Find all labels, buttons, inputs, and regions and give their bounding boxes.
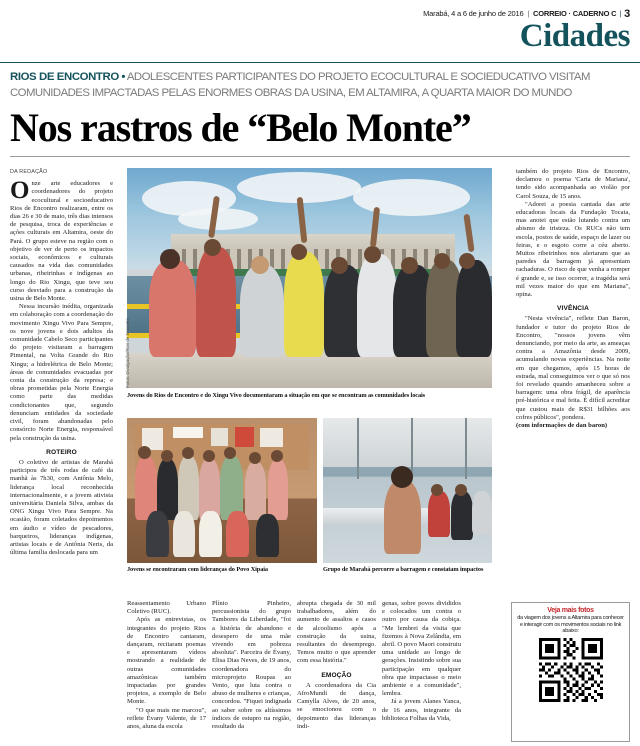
bottom-column-4	[382, 600, 461, 742]
person-head	[251, 256, 269, 274]
canopy-rib	[411, 418, 413, 479]
person-head	[161, 450, 173, 462]
person-head	[160, 249, 180, 269]
person-head	[391, 466, 413, 488]
paragraph: abrupta chegada de 30 mil trabalhadores, além do aumento de assaltos e casos de alcoolismo após a construção da usina, resultantes do desemprego. Temos muito o que aprender com essa história."	[297, 600, 376, 665]
kicker-bullet-icon: •	[121, 71, 125, 83]
person-figure	[245, 462, 266, 520]
person-figure	[284, 252, 324, 358]
person-figure	[451, 491, 473, 540]
byline: DA REDAÇÃO	[10, 169, 48, 175]
dateline-place-date: Marabá, 4 a 6 de junho de 2016	[423, 9, 524, 18]
person-head	[203, 450, 215, 462]
person-head	[138, 446, 151, 459]
paragraph: Reassentamento Urbano Coletivo (RUC).	[127, 600, 206, 616]
bottom-column-2	[212, 600, 291, 742]
person-figure	[456, 260, 493, 357]
xipaia-meeting-photo	[127, 418, 317, 563]
person-figure	[220, 456, 243, 520]
masthead	[10, 0, 630, 62]
person-figure	[384, 479, 421, 554]
person-figure	[268, 459, 289, 520]
person-head	[434, 253, 450, 269]
concrete-ledge	[127, 353, 492, 388]
person-figure-seated	[226, 511, 249, 557]
source-note: (com informações de dan baron)	[516, 422, 608, 430]
paragraph: "O que mais me marcou", reflete Évany Valente, de 17 anos, aluna da escola	[127, 706, 206, 731]
promo-qr-box[interactable]	[511, 602, 630, 742]
paragraph: "Adorei a poesia cantada das arte educadoras locais da Fundação Tocaia, mas anotei que estão lutando contra um abismo de tristeza. Os RUCs não tem escola, postos de saúde, espaço de lazer ou feiras, e o esgoto corre a céu aberto. Muitos ribeirinhos nos alertaram que as paredes da barragem já apresentam rachaduras. O risco de que venha a romper é grande e, se isso ocorrer, a tragédia será mil vezes maior do que em Mariana", opina.	[516, 200, 630, 299]
person-figure-seated	[256, 514, 279, 558]
paragraph: Após as entrevistas, os integrantes do projeto Rios de Encontro cantaram, dançaram, recitaram poemas e apresentaram vídeos mostrando a realidade de outras comunidades amazônicas também impactadas por grandes projetos, a exemplo de Belo Monte.	[127, 616, 206, 706]
person-head	[249, 452, 261, 464]
qr-code[interactable]	[539, 638, 603, 702]
person-figure-seated	[146, 511, 169, 557]
poster-shape	[260, 428, 283, 447]
person-head	[271, 450, 283, 462]
boat-trip-photo	[323, 418, 492, 563]
promo-title: Veja mais fotos	[547, 607, 594, 614]
person-head	[224, 447, 236, 459]
cloud-shape	[178, 208, 258, 230]
article-column-right	[516, 168, 630, 598]
person-figure	[240, 265, 284, 357]
main-photo-caption: Jovens do Rios de Encontro e do Xingu Vivo documentaram a situação em que se encontram as comunidades locais	[127, 392, 425, 399]
paragraph: Onze arte educadores e coordenadores do projeto ecocultural e socioeducativo Rios de Encontro realizaram, entre os dias 26 e 30 de maio, três dias intensos de pesquisa, troca de experiências e ações culturais em Altamira, oeste do Pará. O grupo esteve na região com o objetivo de ver de perto os impactos sociais, econômicos e culturais causados na vida das comunidades urbanas, ribeirinhas e indígenas ao longo do Rio Xingu, que teve seu curso desviado para a construção da usina de Belo Monte.	[10, 177, 113, 303]
person-head	[401, 257, 418, 274]
person-figure	[135, 456, 158, 520]
canopy-rib	[357, 418, 359, 479]
masthead-rule	[0, 62, 640, 63]
subheading-emocao: EMOÇÃO	[321, 671, 352, 679]
person-figure	[428, 491, 450, 537]
person-figure-seated	[199, 511, 222, 557]
page-title: Cidades	[519, 18, 630, 54]
paragraph: também do projeto Rios de Encontro, declamou o poema 'Carta de Mariana', tendo sido acompanhada ao violão por Carol Souza, de 15 anos.	[516, 168, 630, 200]
headline: Nos rastros de “Belo Monte”	[10, 105, 471, 150]
kicker-text: ADOLESCENTES PARTICIPANTES DO PROJETO ECOCULTURAL E SOCIEDUCATIVO VISITAM COMUNIDADES IMPACTADAS PELAS ENORMES OBRAS DA USINA, EM ALTAMIRA, A QUARTA MAIOR DO MUNDO	[10, 71, 590, 99]
paragraph: Plínio Pinheiro, percussionista do grupo Tambores da Liberdade, "foi a história de abandono e desespero de uma mãe vivendo em pobreza absoluta". Parceira de Évany, Elisa Dias Neves, de 19 anos, coordenadora do microprojeto Roupas ao Vento, que luta contra o abuso de mulheres e crianças, concordou. "Fiquei indignada ao saber sobre os altíssimos índices de estupro na região, resultado da	[212, 600, 291, 731]
dateline-separator: |	[527, 9, 530, 18]
paragraph: O coletivo de artistas de Marabá participou de três rodas de café da manhã às 7h30, com Antônia Melo, liderança local reconhecida internacionalmente, e a jovem ativista universitária Daniela Silva, ambas da ONG Xingu Vivo Para Sempre. Na ocasião, foram coletados depoimentos em áudio e vídeo de pescadores, barqueiros, lideranças indígenas, artistas locais e de Antônia Neris, da última família deslocada para um	[10, 458, 113, 557]
main-dam-photo	[127, 168, 492, 388]
right-photo-caption: Grupo de Marabá percorre a barragem e constatam impactos	[323, 566, 484, 573]
photo-credit: Fotos: Divulgação/Rios de Encontro	[125, 317, 130, 388]
person-head	[331, 257, 348, 274]
subheading-roteiro: ROTEIRO	[46, 448, 77, 456]
paragraph: A coordenadora da Cia AfroMundi de dança, Camylla Alves, de 20 anos, se emocionou com o depoimento das lideranças indi-	[297, 681, 376, 730]
paragraph: genas, sobre povos divididos e colocados um contra o outro por causa da cobiça. "Me lembrei da visita que fizemos à Nova Zelândia, em abril. O povo Maori construiu uma unidade ao longo de gerações. Insistindo sobre sua participação em qualquer obra que impactasse o meio ambiente e a comunidade", lembra.	[382, 600, 461, 698]
left-photo-caption: Jovens se encontraram com lideranças do Povo Xipaia	[127, 566, 268, 573]
page-number: 3	[624, 8, 630, 20]
person-figure	[472, 491, 492, 535]
person-head	[182, 447, 194, 459]
promo-text: da viagem dos jovens a Altamira para conhecer e interagir com os movimentos sociais no link abaixo:	[517, 615, 624, 635]
mid-dot: ·	[568, 9, 571, 18]
person-figure-seated	[173, 511, 196, 557]
caderno-name: CADERNO C	[572, 9, 617, 18]
bottom-column-3	[297, 600, 376, 742]
headline-rule	[10, 156, 630, 157]
publication-name: CORREIO	[533, 9, 567, 18]
paragraph: Já a jovem Alanes Yanca, de 16 anos, integrante da biblioteca Folhas da Vida,	[382, 698, 461, 722]
person-figure	[357, 254, 397, 357]
dateline: Marabá, 4 a 6 de junho de 2016 | CORREIO · CADERNO C | 3	[423, 8, 630, 20]
poster-shape	[173, 427, 203, 439]
poster-shape	[235, 427, 254, 447]
person-figure	[196, 247, 236, 357]
bottom-column-1	[127, 600, 206, 742]
person-head	[364, 246, 381, 263]
paragraph: Nessa incursão inédita, organizada em colaboração com a coordenação do movimento Xingu Vivo Para Sempre, os nove jovens e dois adultos da comunidade Cabelo Seco participantes do projeto visitaram a barragem Pimental, na Volta Grande do Rio Xingu; a hidrelétrica de Belo Monte; áreas de comunidades evacuadas por conta da construção da represa; e obras prometidas pela Norte Energia como parte das medidas condicionantes que, segundo denunciam entidades da sociedade civil, foram abandonadas pelo consórcio Norte Energia, responsável pela construção da usina.	[10, 303, 113, 442]
subheading-vivencia: VIVÊNCIA	[557, 305, 589, 313]
canopy-rib	[465, 418, 467, 479]
kicker-lede: RIOS DE ENCONTRO	[10, 71, 119, 83]
article-column-1	[10, 168, 113, 742]
kicker	[10, 70, 630, 101]
poster-shape	[211, 428, 228, 445]
person-figure	[149, 260, 196, 357]
person-figure	[178, 456, 199, 520]
paragraph: "Nesta vivência", reflete Dan Baron, fundador e tutor do projeto Rios de Encontro, "nossos jovens vêm denunciando, por meio da arte, as ameaças contra a Amazônia desde 2009, acumulando novas experiências. Na noite em que chegamos, após 15 horas de estrada, mal conseguimos ver o que só nos foi revelado quando amanheceu sobre a barragem: uma obra frágil, de aparência pré-histórica e mal feita. É difícil acreditar que custou mais de R$31 bilhões aos cofres públicos", pondera.	[516, 315, 630, 421]
person-head	[204, 239, 221, 256]
